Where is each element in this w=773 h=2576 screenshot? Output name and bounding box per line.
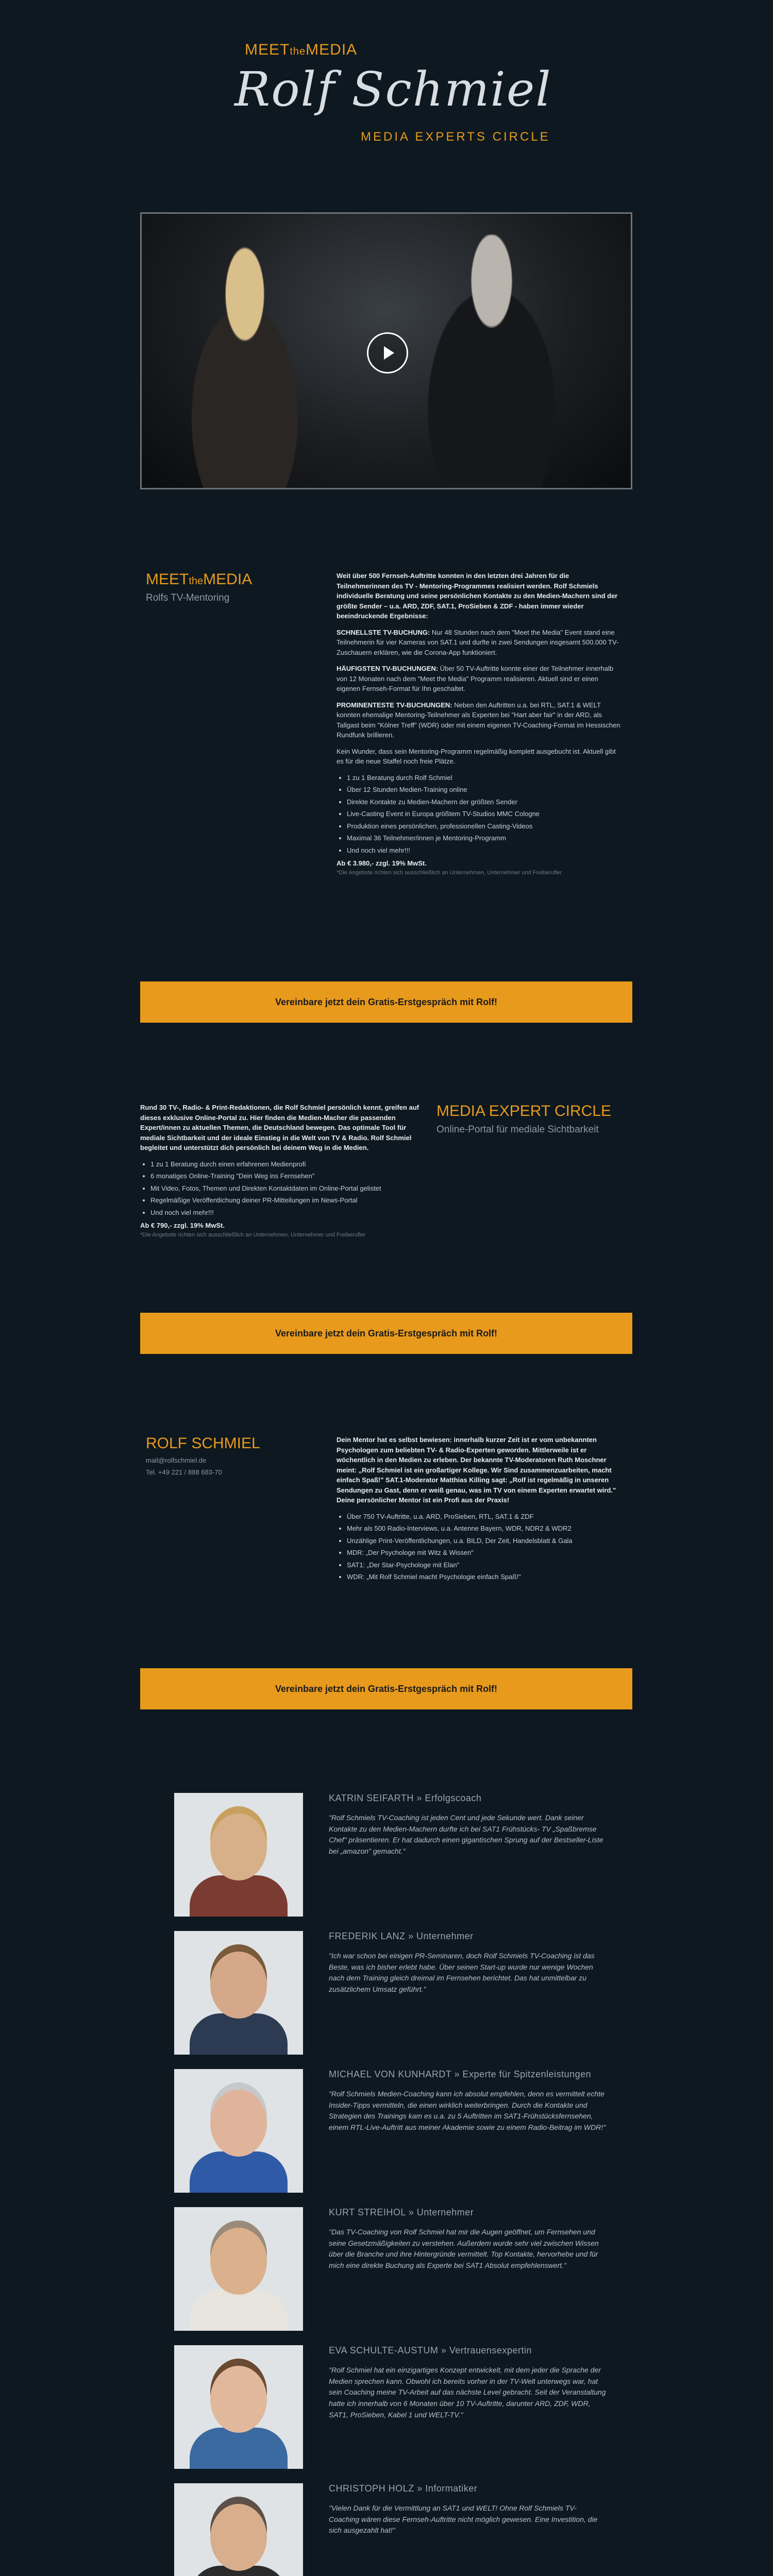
logo-meet-the-media: MEETtheMEDIA <box>245 41 358 58</box>
feature-list <box>150 1159 426 1218</box>
section-title: ROLF SCHMIEL <box>146 1435 260 1452</box>
portrait-body <box>190 2290 288 2331</box>
list-item: • Und noch viel mehr!!! <box>150 1208 426 1218</box>
intro-text: Dein Mentor hat es selbst bewiesen: innerhalb kurzer Zeit ist er vom unbekannten Psychologen zum beliebten TV- & Radio-Experten geworden. Mittlerweile ist er wöchentlich in den Medien zu erleben. Der bekannte TV-Moderatoren Ruth Moschner meint: „Rolf Schmiel ist ein großartiger Kollege. Wir Sind zusammenzuarbeiten, macht einfach Spaß!" SAT.1-Moderator Matthias Killing sagt: „Rolf ist regelmäßig in unseren Sendungen zu Gast, denn er weiß genau, was im TV von einem Experten erwartet wird." Deine persönlicher Mentor ist ein Profi aus der Praxis! <box>337 1436 616 1504</box>
section-subtitle: Online-Portal für mediale Sichtbarkeit <box>436 1124 599 1135</box>
portrait-face <box>210 2366 267 2433</box>
logo-media-experts-circle: MEDIA EXPERTS CIRCLE <box>361 130 550 144</box>
testimonial <box>174 1793 612 1917</box>
fine-print: *Die Angebote richten sich ausschließlich an Unternehmen, Unternehmer und Freiberufler <box>140 1231 366 1238</box>
testimonial <box>174 2207 612 2331</box>
interviewee-figure <box>399 234 584 489</box>
list-item: • Produktion eines persönlichen, professionellen Casting-Videos <box>347 821 623 832</box>
intro-text: Rund 30 TV-, Radio- & Print-Redaktionen, die Rolf Schmiel persönlich kennt, greifen auf dieses exklusive Online-Portal zu. Hier finden die Medien-Macher die passenden Expert/innen zu aktuellen Themen, die Deutschland bewegen. Das optimale Tool für mediale Sichtbarkeit und der ideale Einstieg in die Welt von TV & Radio. Rolf Schmiel begleitet und unterstützt dich persönlich bei deinem Weg in die Medien. <box>140 1104 419 1151</box>
portrait-face <box>210 2090 267 2157</box>
list-item: • WDR: „Mit Rolf Schmiel macht Psychologie einfach Spaß!" <box>347 1572 623 1582</box>
section-body <box>140 1103 426 1239</box>
price: Ab € 790,- zzgl. 19% MwSt. <box>140 1222 225 1229</box>
testimonial-quote: "Rolf Schmiels TV-Coaching ist jeden Cent und jede Sekunde wert. Dank seiner Kontakte zu den Medien-Machern durfte ich bei SAT1 Frühstücks- TV „Spaßbremse Chef" präsentieren. Er hat dadurch einen gigantischen Sprung auf der Bestseller-Liste bei „amazon" gemacht." <box>329 1814 603 1856</box>
testimonial <box>174 2345 612 2469</box>
testimonial <box>174 1931 612 2055</box>
testimonial-name: KURT STREIHOL » Unternehmer <box>329 2207 474 2217</box>
intro-text: Weit über 500 Fernseh-Auftritte konnten in den letzten drei Jahren für die Teilnehmerinnen des TV - Mentoring-Programmes realisiert werden. Rolf Schmiels individuelle Beratung und seine persönlichen Kontakte zu den Medien-Machern sind der größte Sender – u.a. ARD, ZDF, SAT.1, ProSieben & ZDF - haben immer wieder beeindruckende Ergebnisse: <box>337 572 618 620</box>
portrait-face <box>210 2228 267 2295</box>
list-item: • Unzählige Print-Veröffentlichungen, u.a. BILD, Der Zeit, Handelsblatt & Gala <box>347 1536 623 1546</box>
testimonial-photo <box>174 1931 303 2055</box>
testimonial-quote: "Das TV-Coaching von Rolf Schmiel hat mir die Augen geöffnet, um Fernsehen und seine Gesetzmäßigkeiten zu verstehen. Außerdem wurde sehr viel zwischen Wissen über die Branche und ihre Hintergründe vermittelt. Top Kontakte, hervorhebe und für mich eine direkte Buchung als Experte bei SAT1 Absolut empfehlenswert." <box>329 2228 599 2270</box>
section-title: MEETtheMEDIA <box>146 571 253 588</box>
testimonial-name: CHRISTOPH HOLZ » Informatiker <box>329 2483 478 2494</box>
testimonial-photo <box>174 2483 303 2576</box>
list-item: • Direkte Kontakte zu Medien-Machern der größten Sender <box>347 797 623 807</box>
price: Ab € 3.980,- zzgl. 19% MwSt. <box>337 859 427 867</box>
interviewer-figure <box>162 245 327 489</box>
testimonial-photo <box>174 2069 303 2193</box>
paragraph-prominenteste: Neben den Auftritten u.a. bei RTL, SAT.1 & WELT konnten ehemalige Mentoring-Teilnehmer als Experten bei "Hart aber fair" in der ARD, als Tallgast beim "Kölner Treff" (WDR) oder mit einem eigenen TV-Coaching-Format im Hessischen Rundfunk brillieren. <box>337 701 620 739</box>
portrait-body <box>190 2013 288 2055</box>
list-item: • Über 750 TV-Auftritte, u.a. ARD, ProSieben, RTL, SAT.1 & ZDF <box>347 1512 623 1522</box>
list-item: • 1 zu 1 Beratung durch einen erfahrenen Medienprofi <box>150 1159 426 1170</box>
logo-signature: Rolf Schmiel <box>234 62 552 117</box>
cta-button[interactable]: Vereinbare jetzt dein Gratis-Erstgespräch mit Rolf! <box>140 1668 632 1709</box>
fine-print: *Die Angebote richten sich ausschließlich an Unternehmen, Unternehmer und Freiberufler <box>337 869 562 876</box>
portrait-body <box>190 1875 288 1917</box>
cta-button[interactable]: Vereinbare jetzt dein Gratis-Erstgespräch mit Rolf! <box>140 981 632 1023</box>
portrait-face <box>210 1814 267 1880</box>
section-body <box>337 571 623 877</box>
testimonial-quote: "Rolf Schmiel hat ein einzigartiges Konzept entwickelt, mit dem jeder die Sprache der Medien sprechen kann. Obwohl ich bereits vorher in der TV-Welt unterwegs war, hat sein Coaching meine TV-Arbeit auf das nächste Level gebracht. Seit der Veranstaltung hatte ich innerhalb von 6 Monaten über 10 TV-Auftritte, darunter ARD, ZDF, WDR, SAT1, ProSieben, Kabel 1 und WELT-TV." <box>329 2366 606 2419</box>
list-item: • MDR: „Der Psychologe mit Witz & Wissen" <box>347 1548 623 1558</box>
label-haeufigsten: HÄUFIGSTEN TV-BUCHUNGEN: <box>337 665 439 672</box>
testimonial-name: EVA SCHULTE-AUSTUM » Vertrauensexpertin <box>329 2345 532 2355</box>
list-item: • Und noch viel mehr!!! <box>347 845 623 856</box>
testimonial-name: MICHAEL VON KUNHARDT » Experte für Spitzenleistungen <box>329 2069 592 2079</box>
section-title: MEDIA EXPERT CIRCLE <box>436 1103 611 1120</box>
paragraph-schnellste: Nur 48 Stunden nach dem "Meet the Media" Event stand eine Teilnehmerin für vier Kameras von SAT.1 und durfte in zwei Sendungen insgesamt 500.000 TV-Zuschauern erklären, wie die Corona-App funktioniert. <box>337 628 619 656</box>
list-item: • 1 zu 1 Beratung durch Rolf Schmiel <box>347 773 623 783</box>
portrait-body <box>190 2151 288 2193</box>
credentials-list <box>347 1512 623 1582</box>
list-item: • Über 12 Stunden Medien-Training online <box>347 785 623 795</box>
portrait-face <box>210 1952 267 2019</box>
section-subtitle: Rolfs TV-Mentoring <box>146 592 230 603</box>
list-item: • Mehr als 500 Radio-Interviews, u.a. Antenne Bayern, WDR, NDR2 & WDR2 <box>347 1523 623 1534</box>
testimonial-photo <box>174 2207 303 2331</box>
testimonial <box>174 2069 612 2193</box>
testimonial-quote: "Vielen Dank für die Vermittlung an SAT1 und WELT! Ohne Rolf Schmiels TV-Coaching wären diese Fernseh-Auftritte nicht möglich gewesen. Eine Investition, die sich ausgezahlt hat!" <box>329 2504 598 2535</box>
list-item: • Live-Casting Event in Europa größtem TV-Studios MMC Cologne <box>347 809 623 819</box>
play-icon[interactable] <box>367 332 408 374</box>
portrait-face <box>210 2504 267 2571</box>
feature-list <box>347 773 623 856</box>
phone-number[interactable]: Tel. +49 221 / 888 683-70 <box>146 1468 222 1476</box>
testimonial-quote: "Ich war schon bei einigen PR-Seminaren, doch Rolf Schmiels TV-Coaching ist das Beste, was ich bisher erlebt habe. Über seinen Start-up wurde nur wenige Wochen nach dem Training gleich dreimal im Fernsehen berichtet. Das hat unmittelbar zu zusätzlichem Umsatz geführt." <box>329 1952 595 1994</box>
paragraph-ausgebucht: Kein Wunder, dass sein Mentoring-Programm regelmäßig komplett ausgebucht ist. Aktuell gibt es für die neue Staffel noch freie Plätze. <box>337 747 616 765</box>
section-body <box>337 1435 623 1585</box>
cta-button[interactable]: Vereinbare jetzt dein Gratis-Erstgespräch mit Rolf! <box>140 1313 632 1354</box>
list-item: • 6 monatiges Online-Training "Dein Weg ins Fernsehen" <box>150 1171 426 1181</box>
testimonial-quote: "Rolf Schmiels Medien-Coaching kann ich absolut empfehlen, denn es vermittelt echte Insider-Tipps vermitteln, die einen wirklich weiterbringen. Durch die Kontakte und Strategien des Trainings kam es u.a. zu 5 Auftritten im SAT1-Frühstücksfernsehen, einem RTL-Live-Auftritt aus meiner Akademie sowie zu einem Radio-Beitrag im WDR!" <box>329 2090 606 2132</box>
list-item: • Maximal 36 Teilnehmer/innen je Mentoring-Programm <box>347 833 623 843</box>
portrait-body <box>190 2428 288 2469</box>
label-schnellste: SCHNELLSTE TV-BUCHUNG: <box>337 628 430 636</box>
email-link[interactable]: mail@rolfschmiel.de <box>146 1456 207 1464</box>
list-item: • Regelmäßige Veröffentlichung deiner PR-Mitteilungen im News-Portal <box>150 1195 426 1206</box>
list-item: • Mit Video, Fotos, Themen und Direkten Kontaktdaten im Online-Portal gelistet <box>150 1183 426 1194</box>
testimonial-name: KATRIN SEIFARTH » Erfolgscoach <box>329 1793 482 1803</box>
testimonial <box>174 2483 612 2576</box>
interview-video[interactable] <box>140 212 632 489</box>
testimonial-photo <box>174 2345 303 2469</box>
testimonial-name: FREDERIK LANZ » Unternehmer <box>329 1931 474 1941</box>
testimonial-photo <box>174 1793 303 1917</box>
label-prominenteste: PROMINENTESTE TV-BUCHUNGEN: <box>337 701 452 709</box>
list-item: • SAT1: „Der Star-Psychologe mit Elan" <box>347 1560 623 1570</box>
paragraph-haeufigsten: Über 50 TV-Auftritte konnte einer der Teilnehmer innerhalb von 12 Monaten nach dem "Meet the Media" Programm realisieren. Aktuell sind er einen eigenen Fernseh-Format für Ihn geschaltet. <box>337 665 614 692</box>
